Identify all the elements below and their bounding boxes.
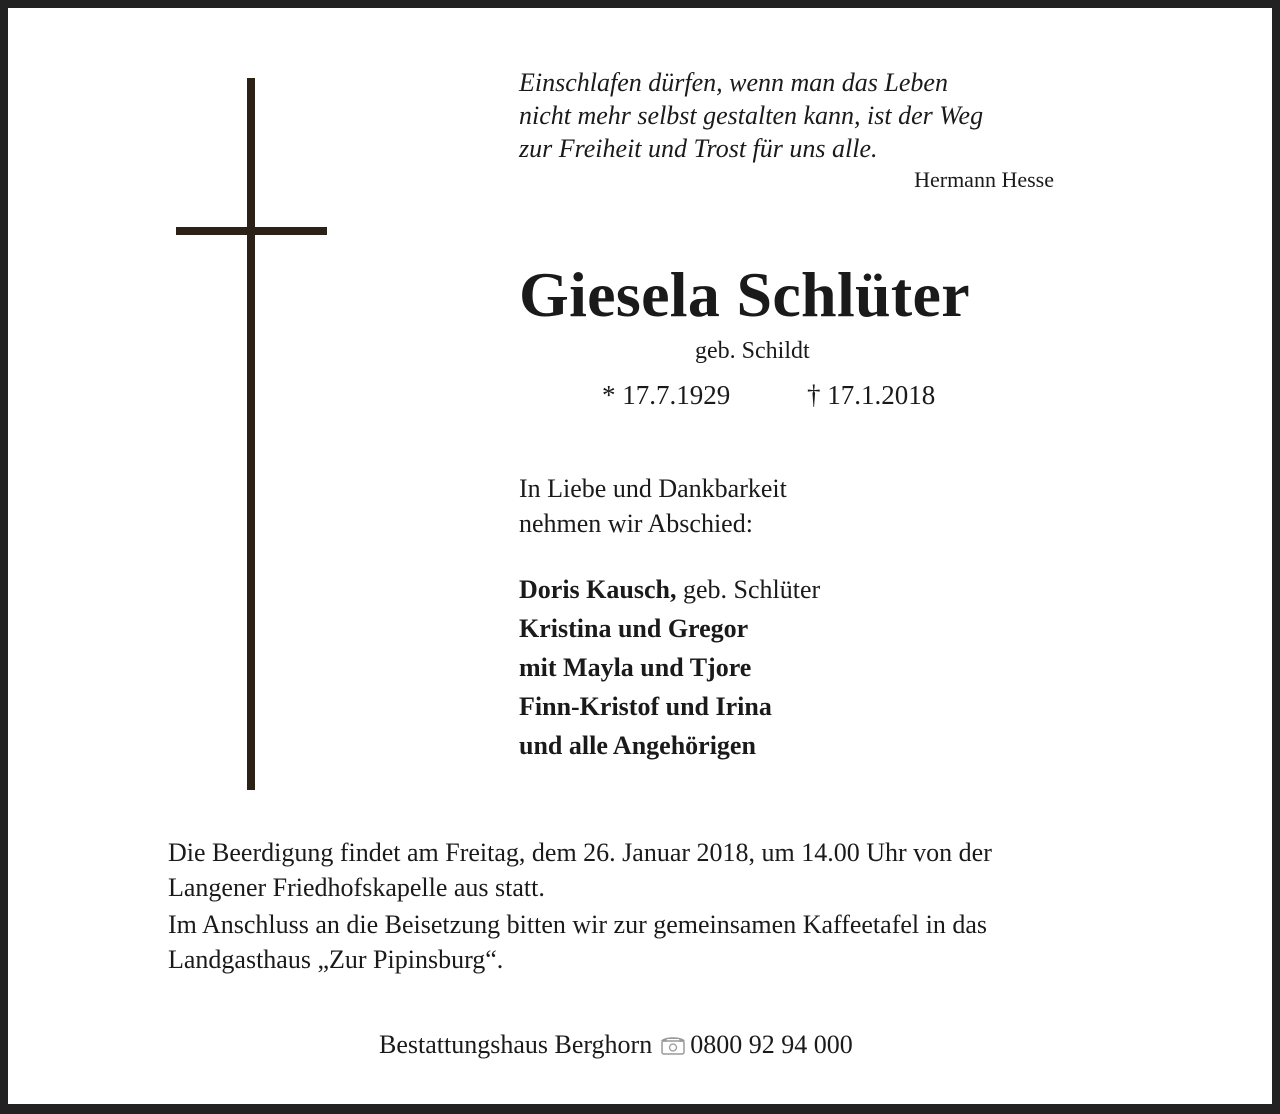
phone-icon xyxy=(660,1035,686,1055)
funeral-info-line: Im Anschluss an die Beisetzung bitten wir zur gemeinsamen Kaffeetafel in das xyxy=(168,910,987,939)
deceased-name: Giesela Schlüter xyxy=(519,259,970,330)
farewell-line: In Liebe und Dankbarkeit xyxy=(519,474,787,503)
funeral-info-line: Langener Friedhofskapelle aus statt. xyxy=(168,873,545,902)
mourners-list xyxy=(519,570,820,765)
phone-number: 0800 92 94 000 xyxy=(690,1030,853,1059)
funeral-info-line: Die Beerdigung findet am Freitag, dem 26. Januar 2018, um 14.00 Uhr von der xyxy=(168,838,992,867)
funeral-info-line: Landgasthaus „Zur Pipinsburg“. xyxy=(168,945,504,974)
mourner-item: und alle Angehörigen xyxy=(519,731,756,760)
maiden-name: geb. Schildt xyxy=(695,338,810,364)
mourner-item: Finn-Kristof und Irina xyxy=(519,692,772,721)
quote-line: nicht mehr selbst gestalten kann, ist der Weg xyxy=(519,101,984,130)
quote-line: zur Freiheit und Trost für uns alle. xyxy=(519,134,878,163)
quote-author: Hermann Hesse xyxy=(914,167,1054,192)
funeral-info xyxy=(168,835,1168,977)
death-date: † 17.1.2018 xyxy=(807,380,936,410)
mourner-name: Doris Kausch, xyxy=(519,575,677,604)
cross-icon-crossbar xyxy=(176,227,327,235)
quote xyxy=(519,66,1079,165)
funeral-home-footer xyxy=(379,1030,853,1060)
funeral-home-name: Bestattungshaus Berghorn xyxy=(379,1030,653,1059)
mourner-item: Kristina und Gregor xyxy=(519,614,749,643)
farewell-line: nehmen wir Abschied: xyxy=(519,509,753,538)
mourner-item: mit Mayla und Tjore xyxy=(519,653,752,682)
farewell-text xyxy=(519,471,787,541)
cross-icon xyxy=(247,78,255,790)
mourner-maiden-name: geb. Schlüter xyxy=(676,575,821,604)
mourner-item xyxy=(519,570,820,609)
quote-line: Einschlafen dürfen, wenn man das Leben xyxy=(519,68,948,97)
birth-date: * 17.7.1929 xyxy=(602,380,731,410)
